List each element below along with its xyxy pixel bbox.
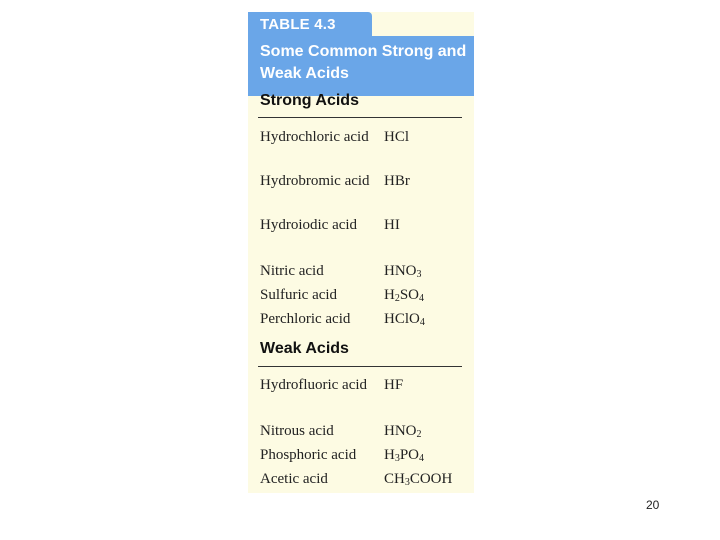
acid-name: Phosphoric acid	[260, 447, 357, 463]
table-title: Some Common Strong and Weak Acids	[260, 43, 467, 82]
formula-subscript: 3	[416, 269, 422, 280]
table-row	[248, 126, 474, 170]
acid-name: Perchloric acid	[260, 311, 351, 327]
formula-part: COOH	[409, 471, 453, 487]
section-heading-strong-acids: Strong Acids	[260, 92, 359, 109]
formula-subscript: 4	[419, 453, 425, 464]
table-row	[248, 260, 474, 282]
formula-subscript: 3	[404, 477, 410, 488]
table-number: TABLE 4.3	[260, 16, 336, 33]
acid-name: Hydroiodic acid	[260, 217, 358, 233]
section-rule	[258, 366, 462, 367]
acid-formula	[384, 444, 474, 466]
section-rule	[258, 117, 462, 118]
table-row	[248, 444, 474, 466]
formula-subscript: 4	[419, 317, 425, 328]
acid-formula	[384, 308, 474, 330]
formula-subscript: 3	[394, 453, 400, 464]
table-tab	[248, 12, 372, 36]
acid-formula	[384, 468, 474, 490]
table-row	[248, 214, 474, 258]
table-header	[248, 36, 474, 96]
acid-formula	[384, 260, 474, 282]
formula-subscript: 2	[416, 429, 422, 440]
table-row	[248, 420, 474, 442]
table-row	[248, 374, 474, 418]
formula-part: H	[384, 287, 395, 303]
acid-formula	[384, 126, 474, 148]
table-row	[248, 284, 474, 306]
acid-name: Nitrous acid	[260, 423, 334, 439]
acid-name: Hydrochloric acid	[260, 129, 369, 145]
acid-formula	[384, 420, 474, 442]
formula-part: SO	[399, 287, 420, 303]
acid-formula	[384, 170, 474, 192]
acid-name: Nitric acid	[260, 263, 324, 279]
acid-name: Acetic acid	[260, 471, 328, 487]
formula-part: PO	[399, 447, 420, 463]
acid-name: Hydrobromic acid	[260, 173, 370, 189]
acid-formula	[384, 374, 474, 396]
formula-part: HI	[384, 217, 400, 233]
formula-part: HF	[384, 377, 404, 393]
formula-subscript: 4	[419, 293, 425, 304]
table-row	[248, 468, 474, 490]
formula-part: CH	[384, 471, 405, 487]
acid-name: Sulfuric acid	[260, 287, 338, 303]
acid-formula	[384, 214, 474, 236]
formula-part: HClO	[384, 311, 420, 327]
table-row	[248, 170, 474, 214]
acid-table	[248, 12, 474, 493]
acid-formula	[384, 284, 474, 306]
page-number: 20	[646, 498, 660, 512]
acid-name: Hydrofluoric acid	[260, 377, 368, 393]
formula-part: HBr	[384, 173, 410, 189]
formula-part: H	[384, 447, 395, 463]
formula-part: HCl	[384, 129, 410, 145]
table-row	[248, 308, 474, 330]
formula-subscript: 2	[394, 293, 400, 304]
formula-part: HNO	[384, 423, 417, 439]
section-heading-weak-acids: Weak Acids	[260, 340, 349, 357]
formula-part: HNO	[384, 263, 417, 279]
